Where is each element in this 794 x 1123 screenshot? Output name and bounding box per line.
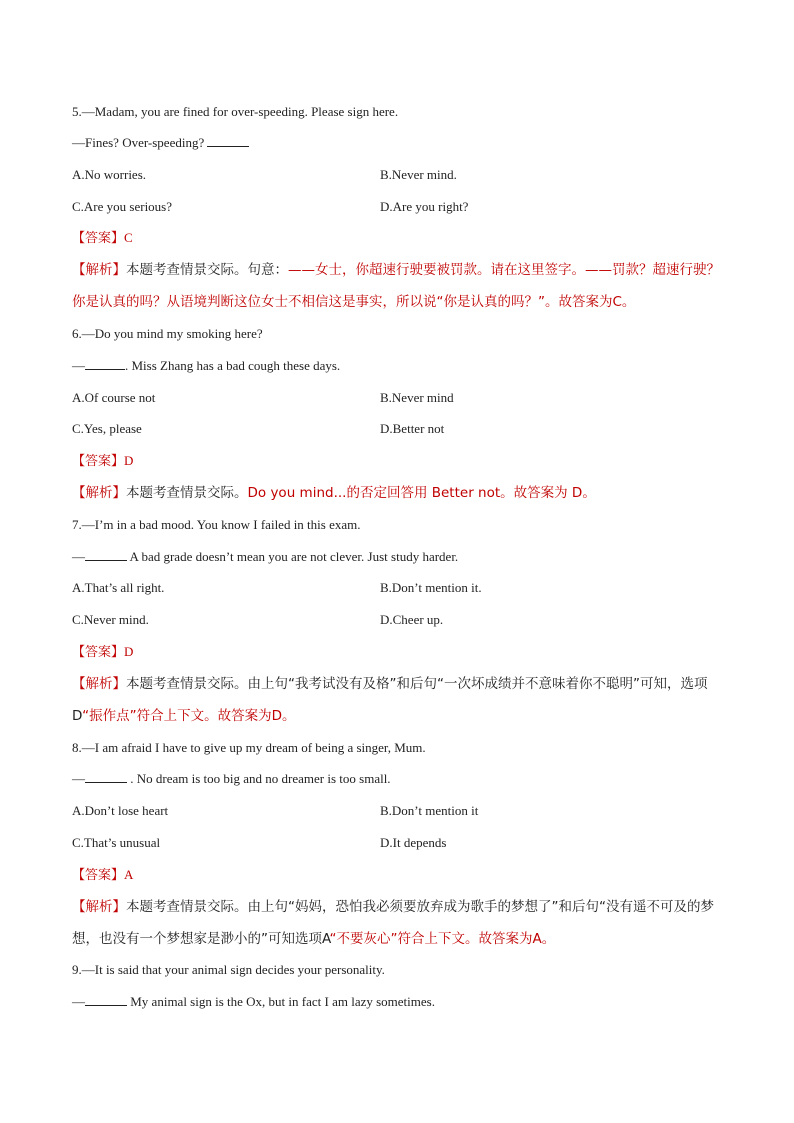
explanation-highlight: Do you mind...的否定回答用 Better not。故答案为 D。 — [247, 485, 596, 501]
explanation-highlight: ——女士，你超速行驶要被罚款。请在这里签字。——罚款？超速行驶？你是认真的吗？从语境判断这位女士不相信这是事实，所以说“你是认真的吗？”。故答案为C。 — [72, 262, 720, 310]
explanation-label: 【解析】 — [72, 676, 126, 692]
q6-stem: 6.—Do you mind my smoking here? — [72, 326, 263, 341]
q6-option-a: A.Of course not — [72, 390, 156, 405]
q5-reply — [72, 134, 249, 152]
q7-stem: 7.—I’m in a bad mood. You know I failed in this exam. — [72, 517, 361, 532]
q7-option-a: A.That’s all right. — [72, 580, 165, 595]
q9-stem: 9.—It is said that your animal sign decides your personality. — [72, 962, 385, 977]
q8-option-c: C.That’s unusual — [72, 835, 161, 850]
q9-reply: — My animal sign is the Ox, but in fact I am lazy sometimes. — [72, 994, 435, 1009]
answer-value: D — [124, 644, 134, 659]
q9-reply-text: My animal sign is the Ox, but in fact I am lazy sometimes. — [127, 994, 435, 1009]
explanation-label: 【解析】 — [72, 899, 126, 915]
q8-reply: — . No dream is too big and no dreamer is too small. — [72, 771, 391, 786]
q8-option-d: D.It depends — [380, 835, 447, 850]
q6-reply-text: . Miss Zhang has a bad cough these days. — [125, 358, 341, 373]
q6-reply: — . Miss Zhang has a bad cough these days. — [72, 358, 341, 373]
q8-option-a: A.Don’t lose heart — [72, 803, 169, 818]
answer-blank — [85, 993, 127, 1006]
q6-answer — [72, 452, 133, 471]
explanation-text: 本题考查情景交际。 — [126, 485, 248, 501]
q5-reply-text: —Fines? Over-speeding? — [72, 135, 205, 150]
answer-blank — [85, 548, 127, 561]
q7-option-d: D.Cheer up. — [380, 612, 444, 627]
q7-reply-text: A bad grade doesn’t mean you are not clever. Just study harder. — [127, 549, 459, 564]
q7-reply: — A bad grade doesn’t mean you are not clever. Just study harder. — [72, 549, 459, 564]
q6-option-b: B.Never mind — [380, 390, 454, 405]
q6-explanation — [72, 477, 732, 509]
q8-stem: 8.—I am afraid I have to give up my dream of being a singer, Mum. — [72, 740, 426, 755]
q5-option-d: D.Are you right? — [380, 199, 469, 214]
q6-option-d: D.Better not — [380, 421, 445, 436]
explanation-highlight: “振作点”符合上下文。故答案为D。 — [82, 708, 296, 724]
answer-blank — [85, 357, 125, 370]
answer-value: D — [124, 453, 134, 468]
q8-answer — [72, 866, 133, 885]
answer-blank — [207, 134, 249, 147]
answer-label: 【答案】 — [72, 868, 125, 883]
q5-option-a: A.No worries. — [72, 167, 147, 182]
explanation-label: 【解析】 — [72, 485, 126, 501]
answer-label: 【答案】 — [72, 645, 125, 660]
q7-option-c: C.Never mind. — [72, 612, 149, 627]
answer-value: C — [124, 230, 133, 245]
answer-value: A — [124, 867, 134, 882]
explanation-text: 本题考查情景交际。由上句“妈妈，恐怕我必须要放弃成为歌手的梦想了”和后句“没有遥不可及的梦想，也没有一个梦想家是渺小的”可知选项A — [72, 899, 714, 947]
q7-answer — [72, 643, 133, 662]
q6-option-c: C.Yes, please — [72, 421, 142, 436]
q8-reply-text: . No dream is too big and no dreamer is too small. — [127, 771, 391, 786]
q5-explanation — [72, 254, 732, 318]
answer-label: 【答案】 — [72, 231, 125, 246]
q7-explanation — [72, 668, 732, 732]
q8-option-b: B.Don’t mention it — [380, 803, 479, 818]
q5-option-c: C.Are you serious? — [72, 199, 173, 214]
q5-option-b: B.Never mind. — [380, 167, 457, 182]
answer-blank — [85, 770, 127, 783]
explanation-highlight: “不要灰心”符合上下文。故答案为A。 — [329, 931, 556, 947]
answer-label: 【答案】 — [72, 454, 125, 469]
q7-option-b: B.Don’t mention it. — [380, 580, 482, 595]
q5-answer — [72, 229, 133, 248]
explanation-label: 【解析】 — [72, 262, 126, 278]
explanation-text: 本题考查情景交际。句意： — [126, 262, 288, 278]
q8-explanation — [72, 891, 732, 955]
q5-stem: 5.—Madam, you are fined for over-speeding. Please sign here. — [72, 104, 399, 119]
explanation-text: 本题考查情景交际。由上句“我考试没有及格”和后句“一次坏成绩并不意味着你不聪明”可知，选项D — [72, 676, 708, 724]
